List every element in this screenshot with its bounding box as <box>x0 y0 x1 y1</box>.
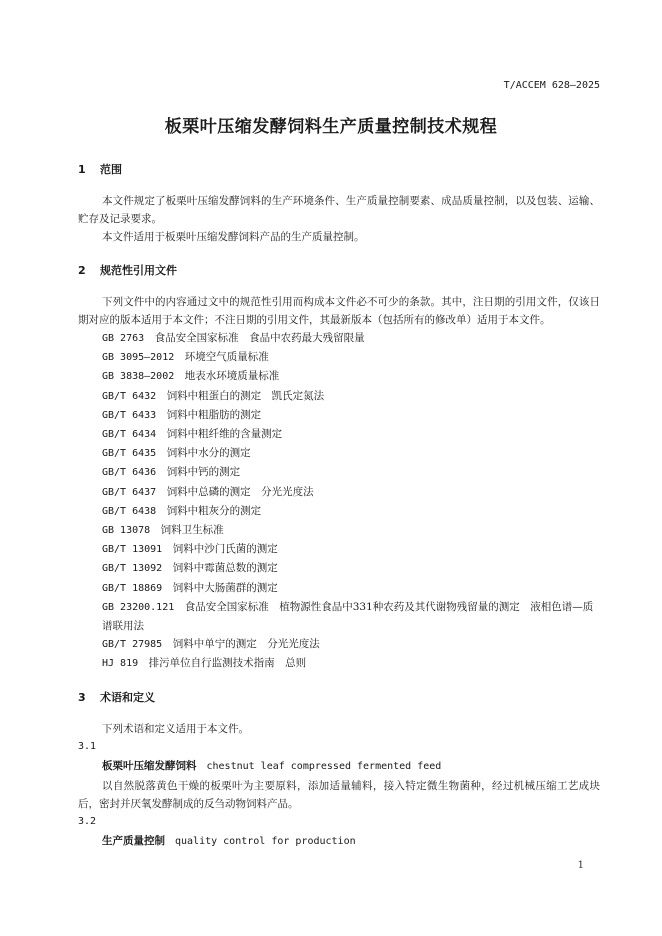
reference-title: 饲料中水分的测定 <box>166 447 251 460</box>
reference-code: GB/T 6437 <box>102 486 157 498</box>
section-number: 1 <box>78 163 86 176</box>
reference-item <box>78 406 600 425</box>
term-number: 3.2 <box>78 816 97 828</box>
reference-title: 饲料中霉菌总数的测定 <box>172 562 278 575</box>
reference-title: 饲料中粗灰分的测定 <box>166 504 262 517</box>
reference-item <box>78 387 600 406</box>
reference-code: GB 3838—2002 <box>102 371 175 383</box>
reference-title: 饲料中粗脂肪的测定 <box>166 408 262 421</box>
reference-code: GB/T 6433 <box>102 409 157 421</box>
reference-code: GB/T 6434 <box>102 429 157 441</box>
reference-code: GB/T 6436 <box>102 467 157 479</box>
reference-code: GB 2763 <box>102 333 145 345</box>
reference-title: 饲料中钙的测定 <box>166 466 241 479</box>
document-number: T/ACCEM 628—2025 <box>503 80 600 91</box>
reference-title: 饲料中总磷的测定 分光光度法 <box>166 485 314 498</box>
reference-code: GB/T 6432 <box>102 390 157 402</box>
term-chinese: 生产质量控制 <box>102 835 165 848</box>
reference-code: HJ 819 <box>102 658 139 670</box>
terms-intro: 下列术语和定义适用于本文件。 <box>102 722 249 735</box>
reference-title: 地表水环境质量标准 <box>184 370 280 383</box>
reference-code: GB/T 6438 <box>102 505 157 517</box>
section-number: 2 <box>78 263 86 277</box>
reference-item <box>78 502 600 521</box>
term-entry <box>78 831 600 852</box>
scope-paragraph-1: 本文件规定了板栗叶压缩发酵饲料的生产环境条件、生产质量控制要素、成品质量控制，以及包装、运输、贮存及记录要求。 <box>78 195 600 226</box>
reference-item <box>78 540 600 559</box>
reference-item <box>78 483 600 502</box>
reference-item <box>78 654 600 673</box>
reference-code: GB/T 18869 <box>102 582 163 594</box>
reference-title: 饲料卫生标准 <box>160 524 224 537</box>
reference-title: 排污单位自行监测技术指南 总则 <box>148 657 307 670</box>
reference-code: GB 13078 <box>102 525 151 537</box>
reference-title: 环境空气质量标准 <box>184 351 269 364</box>
reference-item <box>78 579 600 598</box>
reference-item <box>78 348 600 367</box>
reference-item <box>78 463 600 482</box>
document-title: 板栗叶压缩发酵饲料生产质量控制技术规程 <box>164 117 498 137</box>
section-number: 3 <box>78 690 86 704</box>
reference-code: GB/T 13092 <box>102 563 163 575</box>
term-chinese: 板栗叶压缩发酵饲料 <box>102 759 197 772</box>
reference-title: 饲料中沙门氏菌的测定 <box>172 543 278 556</box>
reference-code: GB/T 6435 <box>102 448 157 460</box>
reference-item <box>78 329 600 348</box>
reference-item <box>78 521 600 540</box>
section-3-heading <box>78 688 600 708</box>
term-entry <box>78 756 600 777</box>
term-number: 3.1 <box>78 740 97 752</box>
reference-item <box>78 635 600 654</box>
term-english: chestnut leaf compressed fermented feed <box>206 760 442 772</box>
reference-item <box>78 425 600 444</box>
reference-code: GB 23200.121 <box>102 601 175 613</box>
reference-title: 饲料中单宁的测定 分光光度法 <box>172 638 320 651</box>
reference-list <box>78 329 600 674</box>
reference-title: 饲料中粗蛋白的测定 凯氏定氮法 <box>166 389 325 402</box>
reference-item <box>78 559 600 578</box>
term-english: quality control for production <box>175 836 356 848</box>
reference-code: GB/T 13091 <box>102 544 163 556</box>
section-1-heading <box>78 160 600 180</box>
reference-item <box>78 598 600 635</box>
term-definition: 以自然脱落黄色干燥的板栗叶为主要原料，添加适量辅料，接入特定微生物菌种，经过机械压缩工艺成块后，密封并厌氧发酵制成的反刍动物饲料产品。 <box>78 779 600 811</box>
reference-title: 饲料中粗纤维的含量测定 <box>166 428 283 441</box>
section-title: 规范性引用文件 <box>100 263 177 277</box>
reference-code: GB/T 27985 <box>102 639 163 651</box>
section-title: 范围 <box>100 163 122 176</box>
references-intro: 下列文件中的内容通过文中的规范性引用而构成本文件必不可少的条款。其中，注日期的引用文件，仅该日期对应的版本适用于本文件；不注日期的引用文件，其最新版本（包括所有的修改单）适用于本文件。 <box>78 295 600 326</box>
section-title: 术语和定义 <box>100 690 155 704</box>
reference-item <box>78 367 600 386</box>
document-body <box>78 158 600 852</box>
reference-code: GB 3095—2012 <box>102 352 175 364</box>
section-2-heading <box>78 261 600 281</box>
scope-paragraph-2: 本文件适用于板栗叶压缩发酵饲料产品的生产质量控制。 <box>102 231 365 244</box>
reference-title: 食品安全国家标准 植物源性食品中331种农药及其代谢物残留量的测定 液相色谱—质谱联用法 <box>102 600 594 633</box>
page-number: 1 <box>577 860 584 871</box>
reference-title: 食品安全国家标准 食品中农药最大残留限量 <box>154 332 365 345</box>
reference-item <box>78 444 600 463</box>
reference-title: 饲料中大肠菌群的测定 <box>172 581 278 594</box>
